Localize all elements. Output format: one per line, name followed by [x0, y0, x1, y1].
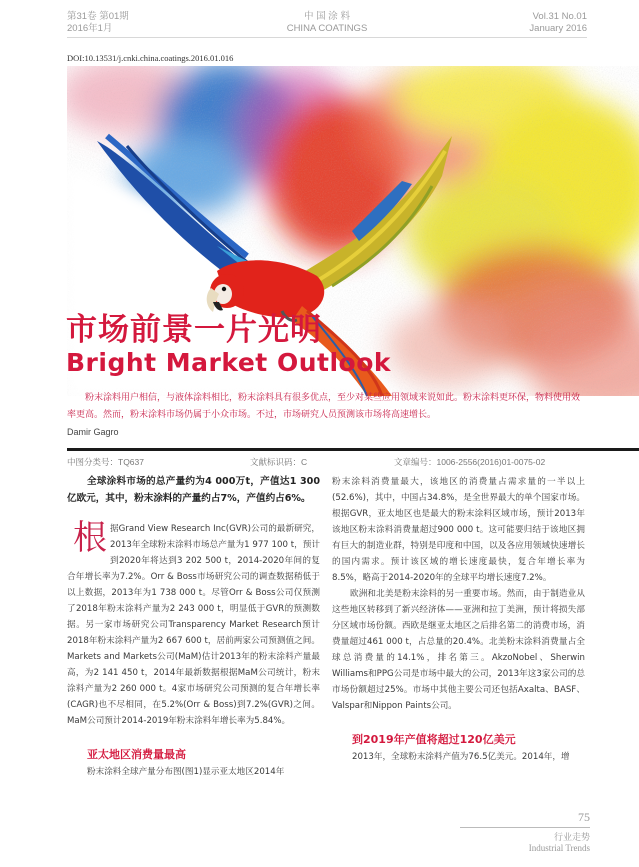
page-number: 75 — [578, 810, 590, 824]
document-code: 文献标识码：C — [250, 457, 308, 467]
journal-name — [67, 11, 587, 35]
footer-divider — [460, 827, 590, 828]
running-header — [67, 11, 587, 51]
body-column-right — [332, 474, 585, 765]
drop-cap: 根 — [73, 518, 107, 558]
page-footer — [460, 810, 590, 854]
section-heading-asia-pacific: 亚太地区消费量最高 — [87, 748, 186, 761]
section-body: 粉末涂料全球产量分布图(图1)显示亚太地区2014年 — [87, 767, 285, 777]
body-column-left — [67, 474, 320, 780]
article-title-en: Bright Market Outlook — [66, 348, 391, 377]
volume-number: Vol.31 No.01 — [532, 11, 587, 22]
body-paragraph-text: 据Grand View Research Inc(GVR)公司的最新研究，2013年全球粉末涂料市场总产量为1 977 100 t，预计到2020年将达到3 202 500 t，2014-2020年间的复合年增长率为7.2%。Orr & Boss市场研究公司的调查数据稍低于以上数据，2013年为1 738 000 t。尽管Orr & Boss公司仅预测了2018年粉末涂料产量为2 243 000 t，明显低于GVR的预测数据。另一家市场研究公司Transparency Market Research预计2018年粉末涂料产量为2 667 600 t，居前两家公司预测值之间。Markets and Markets公司(MaM)估计2013年的粉末涂料产量最高，为2 141 450 t，2014年最新数据根据MaM公司统计，粉末涂料产量为2 260 000 t。4家市场研究公司预测的复合年增长率(CAGR)也不尽相同，在5.2%(Orr & Boss)到7.2%(GVR)之间。MaM公司预计2014-2019年粉末涂料年增长率为5.84%。 — [67, 524, 320, 726]
issue-date-en: January 2016 — [529, 23, 587, 34]
article-title-cn: 市场前景一片光明 — [66, 312, 322, 348]
lead-paragraph: 全球涂料市场的总产量约为4 000万t，产值达1 300亿欧元，其中，粉末涂料的产量约占7%，产值约占6%。 — [67, 476, 320, 504]
journal-name-cn: 中 国 涂 料 — [304, 11, 350, 22]
author: Damir Gagro — [67, 427, 119, 437]
body-paragraph: 粉末涂料消费量最大，该地区的消费量占需求量的一半以上(52.6%)，其中，中国占34.8%，是全世界最大的单个国家市场。根据GVR，亚太地区也是最大的粉末涂料区域市场，预计2013年该地区粉末涂料消费量超过900 000 t。这可能要归结于该地区拥有巨大的制造业群，特别是印度和中国，以及各应用领域快速增长的国内需求。预计该区域的增长速度最快，复合年增长率为8.5%，略高于2014-2020年的全球平均增长速度7.2%。 — [332, 477, 585, 583]
classification-number: 中图分类号：TQ637 — [67, 457, 144, 467]
journal-name-en: CHINA COATINGS — [286, 23, 368, 34]
meta-divider — [67, 448, 639, 451]
section-name-en: Industrial Trends — [528, 843, 590, 853]
article-number: 文章编号：1006-2556(2016)01-0075-02 — [394, 457, 546, 467]
section-heading-2019-value: 到2019年产值将超过120亿美元 — [352, 733, 516, 746]
section-name-cn: 行业走势 — [553, 832, 590, 842]
section-body: 2013年，全球粉末涂料产值为76.5亿美元。2014年，增 — [352, 752, 570, 762]
body-paragraph — [67, 518, 320, 729]
body-paragraph: 欧洲和北美是粉末涂料的另一重要市场。然而，由于制造业从这些地区转移到了新兴经济体——亚洲和拉丁美洲，预计将损失部分区域市场份额。西欧是继亚太地区之后排名第二的消费市场，消费量超过461 000 t，占总量的20.4%。北美粉末涂料消费量占全球总消费量的14.1%，排名第三。AkzoNobel、Sherwin Williams和PPG公司是市场中最大的公司，2013年这3家公司的总市场份额超过25%。市场中其他主要公司还包括Axalta、BASF、Valspar和Nippon Paints公司。 — [332, 589, 585, 711]
doi: DOI:10.13531/j.cnki.china.coatings.2016.01.016 — [67, 53, 234, 63]
header-divider — [67, 37, 587, 38]
issue-date-cn: 2016年1月 — [67, 23, 113, 34]
volume-issue-en — [529, 11, 587, 35]
volume-issue-label: 第31卷 第01期 — [67, 11, 129, 22]
abstract: 粉末涂料用户相信，与液体涂料相比，粉末涂料具有很多优点，至少对某些应用领域来说如此。粉末涂料更环保，物料使用效率更高。然而，粉末涂料市场仍属于小众市场。不过，市场研究人员预测该市场将高速增长。 — [67, 393, 581, 420]
